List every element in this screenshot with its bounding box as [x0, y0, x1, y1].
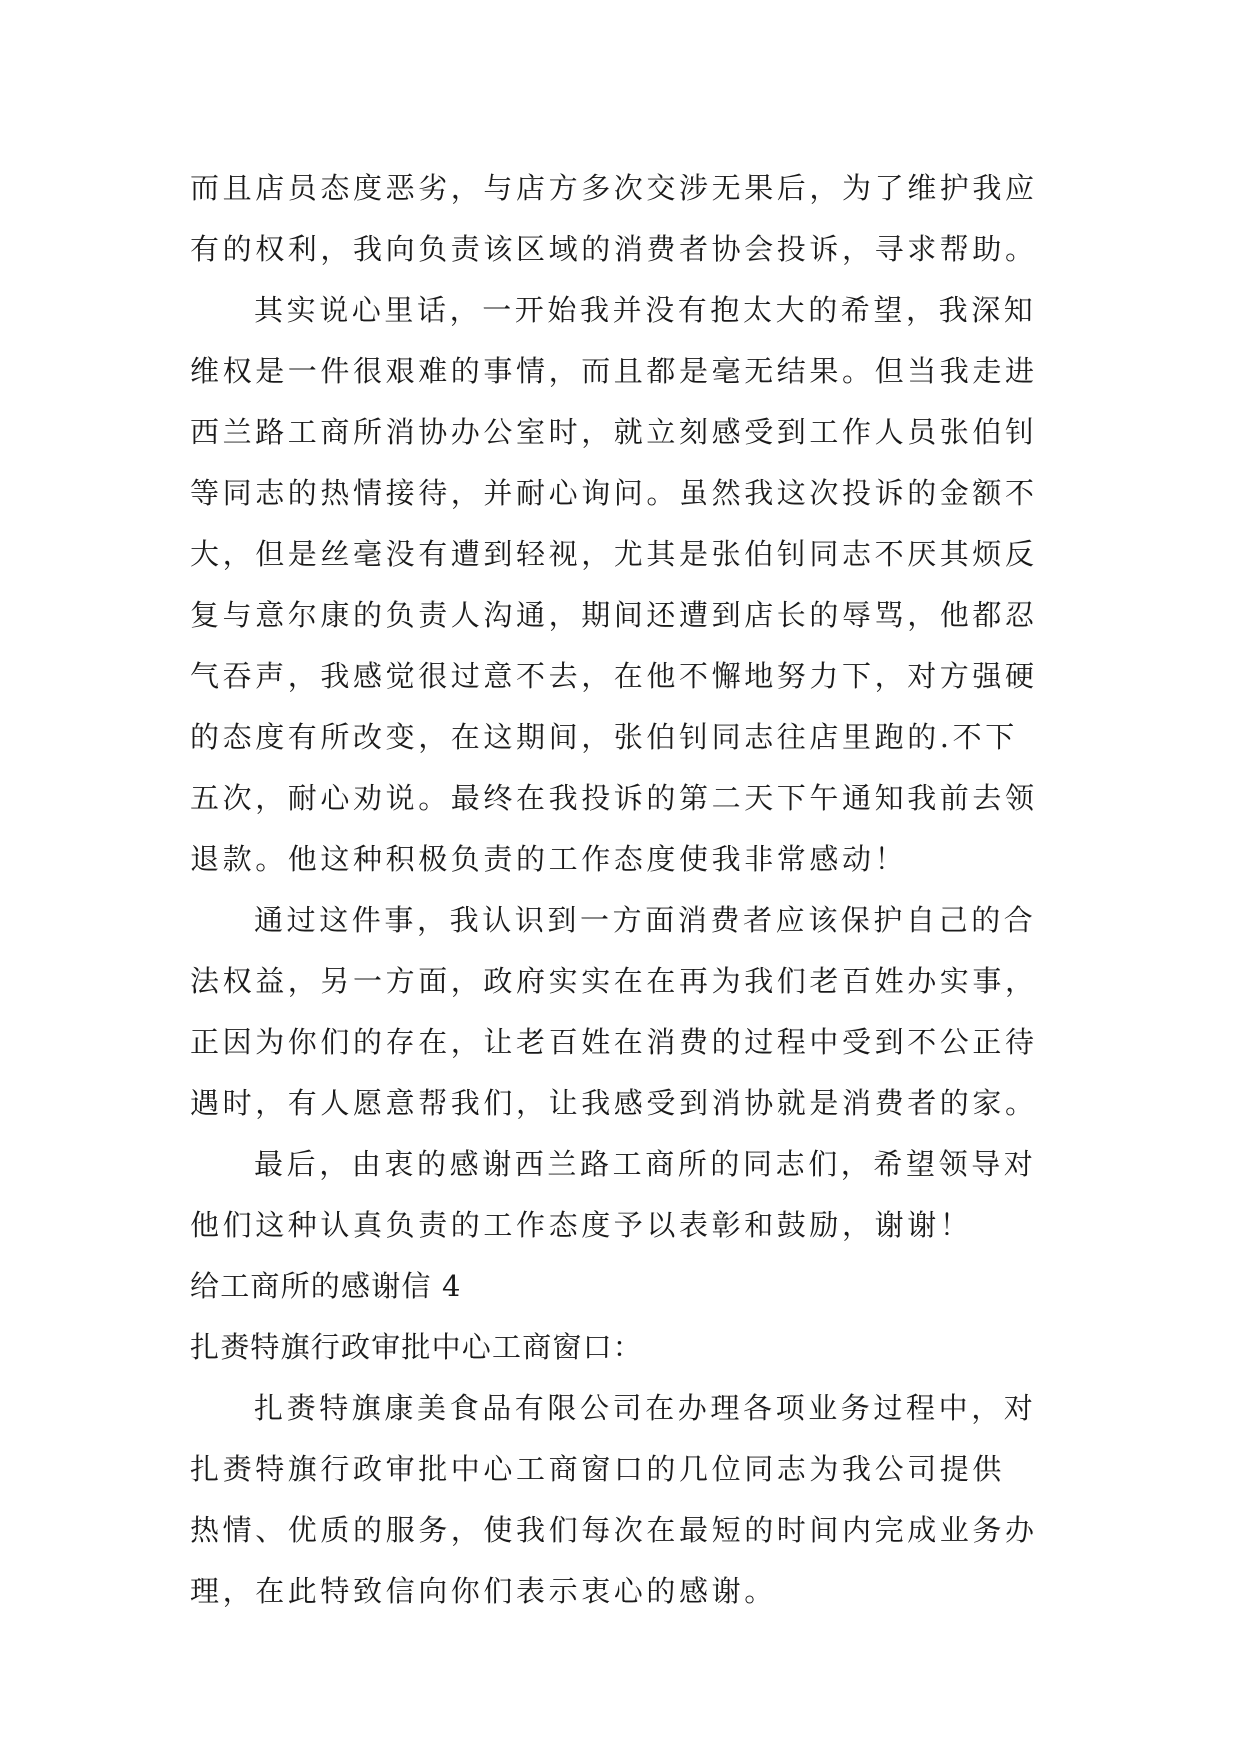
text-line: 气吞声，我感觉很过意不去，在他不懈地努力下，对方强硬 [190, 659, 1038, 693]
text-line: 维权是一件很艰难的事情，而且都是毫无结果。但当我走进 [190, 354, 1038, 388]
text-line: 正因为你们的存在，让老百姓在消费的过程中受到不公正待 [190, 1025, 1038, 1059]
text-line: 的态度有所改变，在这期间，张伯钊同志往店里跑的.不下 [190, 720, 1018, 754]
text-line: 大，但是丝毫没有遭到轻视，尤其是张伯钊同志不厌其烦反 [190, 537, 1038, 571]
text-line: 复与意尔康的负责人沟通，期间还遭到店长的辱骂，他都忍 [190, 598, 1038, 632]
text-line: 法权益，另一方面，政府实实在在再为我们老百姓办实事， [190, 964, 1038, 998]
text-line: 等同志的热情接待，并耐心询问。虽然我这次投诉的金额不 [190, 476, 1038, 510]
text-line: 有的权利，我向负责该区域的消费者协会投诉，寻求帮助。 [190, 232, 1038, 266]
text-line: 他们这种认真负责的工作态度予以表彰和鼓励，谢谢！ [190, 1208, 973, 1242]
text-line: 热情、优质的服务，使我们每次在最短的时间内完成业务办 [190, 1513, 1038, 1547]
paragraph-first-line: 通过这件事，我认识到一方面消费者应该保护自己的合 [254, 903, 1037, 937]
text-line: 遇时，有人愿意帮我们，让我感受到消协就是消费者的家。 [190, 1086, 1038, 1120]
paragraph-first-line: 最后，由衷的感谢西兰路工商所的同志们，希望领导对 [254, 1147, 1037, 1181]
text-line: 五次，耐心劝说。最终在我投诉的第二天下午通知我前去领 [190, 781, 1038, 815]
text-line: 扎赉特旗行政审批中心工商窗口的几位同志为我公司提供 [190, 1452, 1006, 1486]
paragraph-first-line: 扎赉特旗康美食品有限公司在办理各项业务过程中，对 [254, 1391, 1037, 1425]
text-line: 退款。他这种积极负责的工作态度使我非常感动！ [190, 842, 908, 876]
text-line: 理，在此特致信向你们表示衷心的感谢。 [190, 1574, 777, 1608]
letter-salutation: 扎赉特旗行政审批中心工商窗口： [190, 1330, 644, 1364]
text-line: 西兰路工商所消协办公室时，就立刻感受到工作人员张伯钊 [190, 415, 1038, 449]
paragraph-first-line: 其实说心里话，一开始我并没有抱太大的希望，我深知 [254, 293, 1037, 327]
text-line: 而且店员态度恶劣，与店方多次交涉无果后，为了维护我应 [190, 171, 1038, 205]
document-body [190, 158, 1070, 1622]
section-title: 给工商所的感谢信 4 [190, 1269, 462, 1303]
